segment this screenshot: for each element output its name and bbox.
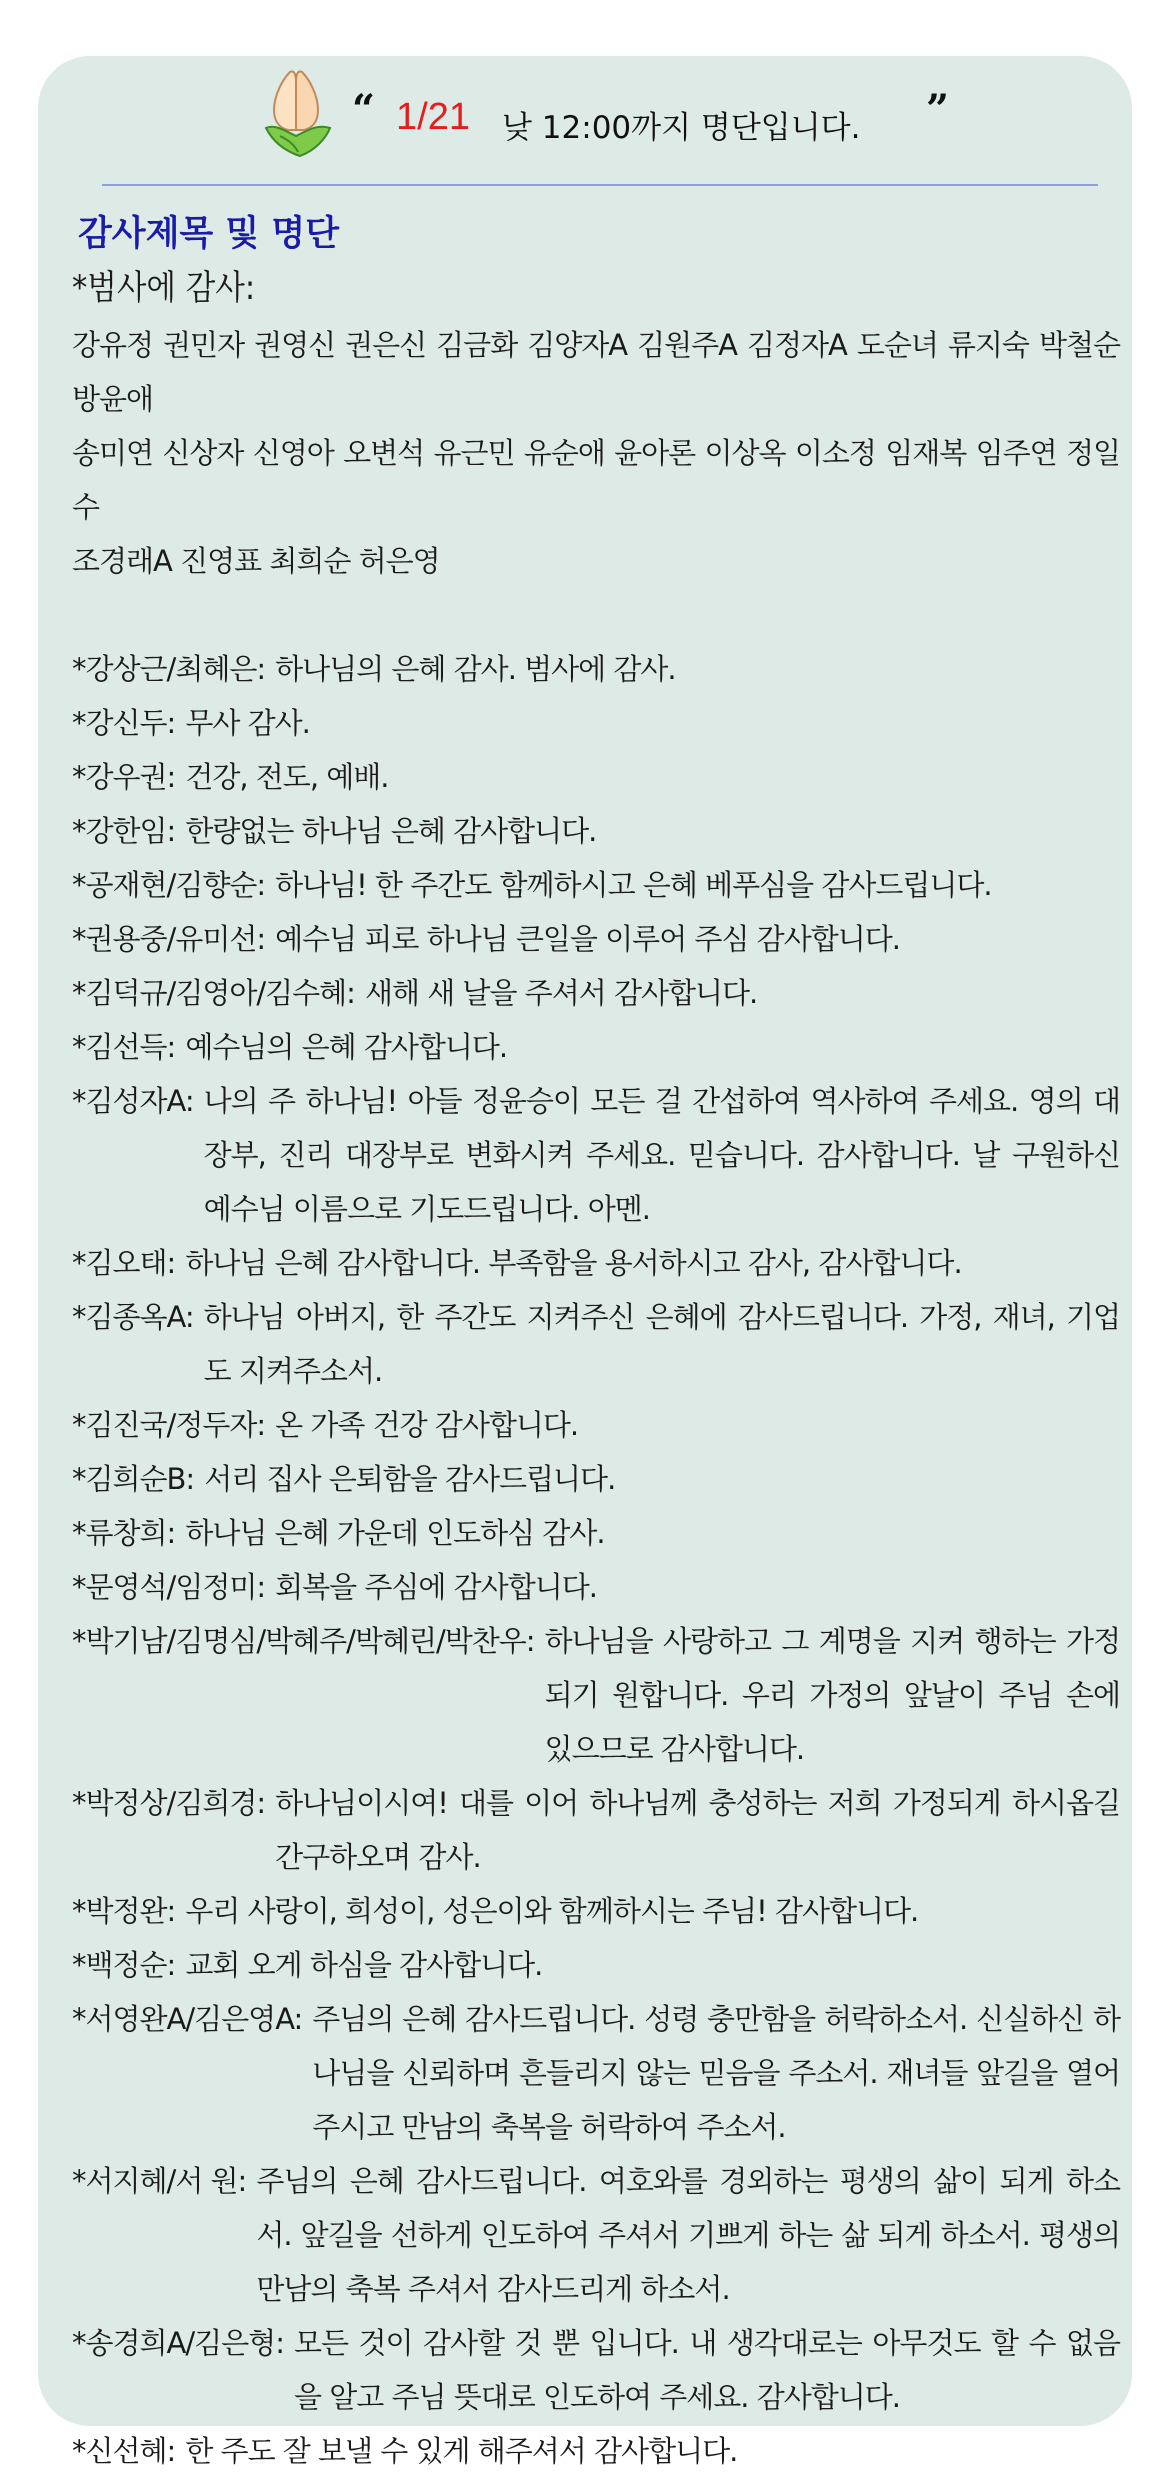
entry-names: *서지혜/서 원: — [72, 2164, 247, 2198]
entry-names: *서영완A/김은영A: — [72, 2002, 303, 2036]
entry-list — [72, 642, 1120, 2478]
entry-message: 하나님 은혜 가운데 인도하심 감사. — [185, 1516, 605, 1550]
entry-names: *김선득: — [72, 1030, 176, 1064]
list-item — [72, 1614, 1120, 1776]
section-title: 감사제목 및 명단 — [78, 214, 340, 254]
list-item — [72, 1884, 1120, 1938]
header-divider — [102, 184, 1098, 186]
entry-message: 예수님 피로 하나님 큰일을 이루어 주심 감사합니다. — [275, 922, 900, 956]
entry-message: 새해 새 날을 주셔서 감사합니다. — [364, 976, 758, 1010]
entry-names: *강상근/최혜은: — [72, 652, 266, 686]
entry-names: *공재현/김향순: — [72, 868, 266, 902]
entry-message: 주님의 은혜 감사드립니다. 여호와를 경외하는 평생의 삶이 되게 하소서. 앞길을 선하게 인도하여 주셔서 기쁘게 하는 삶 되게 하소서. 평생의 만남의 축복 주셔서 감사드리게 하소서. — [256, 2164, 1120, 2306]
list-item — [72, 1776, 1120, 1884]
list-item — [72, 912, 1120, 966]
entry-message: 하나님 은혜 감사합니다. 부족함을 용서하시고 감사, 감사합니다. — [185, 1246, 962, 1280]
header — [38, 56, 1132, 184]
spacer — [72, 588, 1120, 642]
entry-names: *김진국/정두자: — [72, 1408, 266, 1442]
entry-names: *문영석/임정미: — [72, 1570, 266, 1604]
entry-names: *백정순: — [72, 1948, 176, 1982]
entry-names: *김성자A: — [72, 1084, 194, 1118]
entry-message: 하나님이시여! 대를 이어 하나님께 충성하는 저희 가정되게 하시옵길 간구하오며 감사. — [275, 1786, 1120, 1874]
list-item — [72, 1506, 1120, 1560]
list-item — [72, 1074, 1120, 1236]
entry-message: 서리 집사 은퇴함을 감사드립니다. — [204, 1462, 616, 1496]
list-item — [72, 1020, 1120, 1074]
praying-hands-icon — [260, 66, 336, 162]
names-line: 송미연 신상자 신영아 오변석 유근민 유순애 윤아론 이상옥 이소정 임재복 임주연 정일수 — [72, 436, 1120, 524]
entry-message: 회복을 주심에 감사합니다. — [275, 1570, 597, 1604]
entry-names: *김덕규/김영아/김수혜: — [72, 976, 355, 1010]
list-item — [72, 696, 1120, 750]
entry-message: 예수님의 은혜 감사합니다. — [185, 1030, 508, 1064]
entry-names: *김종옥A: — [72, 1300, 194, 1334]
list-item — [72, 1398, 1120, 1452]
entry-names: *박기남/김명심/박혜주/박혜린/박찬우: — [72, 1624, 535, 1658]
names-line: 강유정 권민자 권영신 권은신 김금화 김양자A 김원주A 김정자A 도순녀 류지숙 박철순 방윤애 — [72, 328, 1120, 416]
entry-message: 교회 오게 하심을 감사합니다. — [185, 1948, 543, 1982]
quote-close: ” — [926, 86, 950, 133]
list-item — [72, 642, 1120, 696]
entry-names: *류창희: — [72, 1516, 176, 1550]
entry-names: *강우권: — [72, 760, 176, 794]
entry-names: *김오태: — [72, 1246, 176, 1280]
list-item — [72, 1236, 1120, 1290]
entry-names: *송경희A/김은형: — [72, 2326, 284, 2360]
content — [72, 206, 1120, 2478]
entry-message: 온 가족 건강 감사합니다. — [275, 1408, 579, 1442]
list-item — [72, 1992, 1120, 2154]
header-text: 낮 12:00까지 명단입니다. — [502, 110, 861, 146]
entry-message: 하나님의 은혜 감사. 범사에 감사. — [275, 652, 676, 686]
names-line: 조경래A 진영표 최희순 허은영 — [72, 544, 440, 578]
entry-message: 주님의 은혜 감사드립니다. 성령 충만함을 허락하소서. 신실하신 하나님을 신뢰하며 흔들리지 않는 믿음을 주소서. 재녀들 앞길을 열어주시고 만남의 축복을 허락하여 주소서. — [312, 2002, 1120, 2144]
header-date: 1/21 — [396, 96, 470, 138]
list-item — [72, 804, 1120, 858]
prayer-list-card — [38, 56, 1132, 2468]
entry-names: *권용중/유미선: — [72, 922, 266, 956]
entry-message: 한량없는 하나님 은혜 감사합니다. — [185, 814, 597, 848]
section-subtitle: *범사에 감사: — [72, 268, 256, 308]
entry-names: *박정완: — [72, 1894, 176, 1928]
entry-message: 모든 것이 감사할 것 뿐 입니다. 내 생각대로는 아무것도 할 수 없음을 알고 주님 뜻대로 인도하여 주세요. 감사합니다. — [293, 2326, 1120, 2414]
list-item — [72, 2424, 1120, 2478]
list-item — [72, 2154, 1120, 2316]
list-item — [72, 966, 1120, 1020]
list-item — [72, 1290, 1120, 1398]
quote-open: “ — [352, 86, 376, 133]
list-item — [72, 1452, 1120, 1506]
entry-message: 하나님을 사랑하고 그 계명을 지켜 행하는 가정되기 원합니다. 우리 가정의 앞날이 주님 손에 있으므로 감사합니다. — [544, 1624, 1120, 1766]
entry-names: *신선혜: — [72, 2434, 176, 2468]
list-item — [72, 1938, 1120, 1992]
entry-message: 하나님! 한 주간도 함께하시고 은혜 베푸심을 감사드립니다. — [275, 868, 992, 902]
entry-names: *강한임: — [72, 814, 176, 848]
entry-message: 무사 감사. — [185, 706, 310, 740]
entry-names: *강신두: — [72, 706, 176, 740]
entry-message: 하나님 아버지, 한 주간도 지켜주신 은혜에 감사드립니다. 가정, 재녀, 기업도 지켜주소서. — [203, 1300, 1120, 1388]
entry-message: 나의 주 하나님! 아들 정윤승이 모든 걸 간섭하여 역사하여 주세요. 영의 대장부, 진리 대장부로 변화시켜 주세요. 믿습니다. 감사합니다. 날 구원하신 예수님 이름으로 기도드립니다. 아멘. — [203, 1084, 1120, 1226]
entry-message: 한 주도 잘 보낼 수 있게 해주셔서 감사합니다. — [185, 2434, 738, 2468]
list-item — [72, 1560, 1120, 1614]
entry-names: *박정상/김희경: — [72, 1786, 266, 1820]
entry-message: 건강, 전도, 예배. — [185, 760, 389, 794]
list-item — [72, 858, 1120, 912]
list-item — [72, 2316, 1120, 2424]
list-item — [72, 750, 1120, 804]
entry-names: *김희순B: — [72, 1462, 195, 1496]
entry-message: 우리 사랑이, 희성이, 성은이와 함께하시는 주님! 감사합니다. — [185, 1894, 919, 1928]
